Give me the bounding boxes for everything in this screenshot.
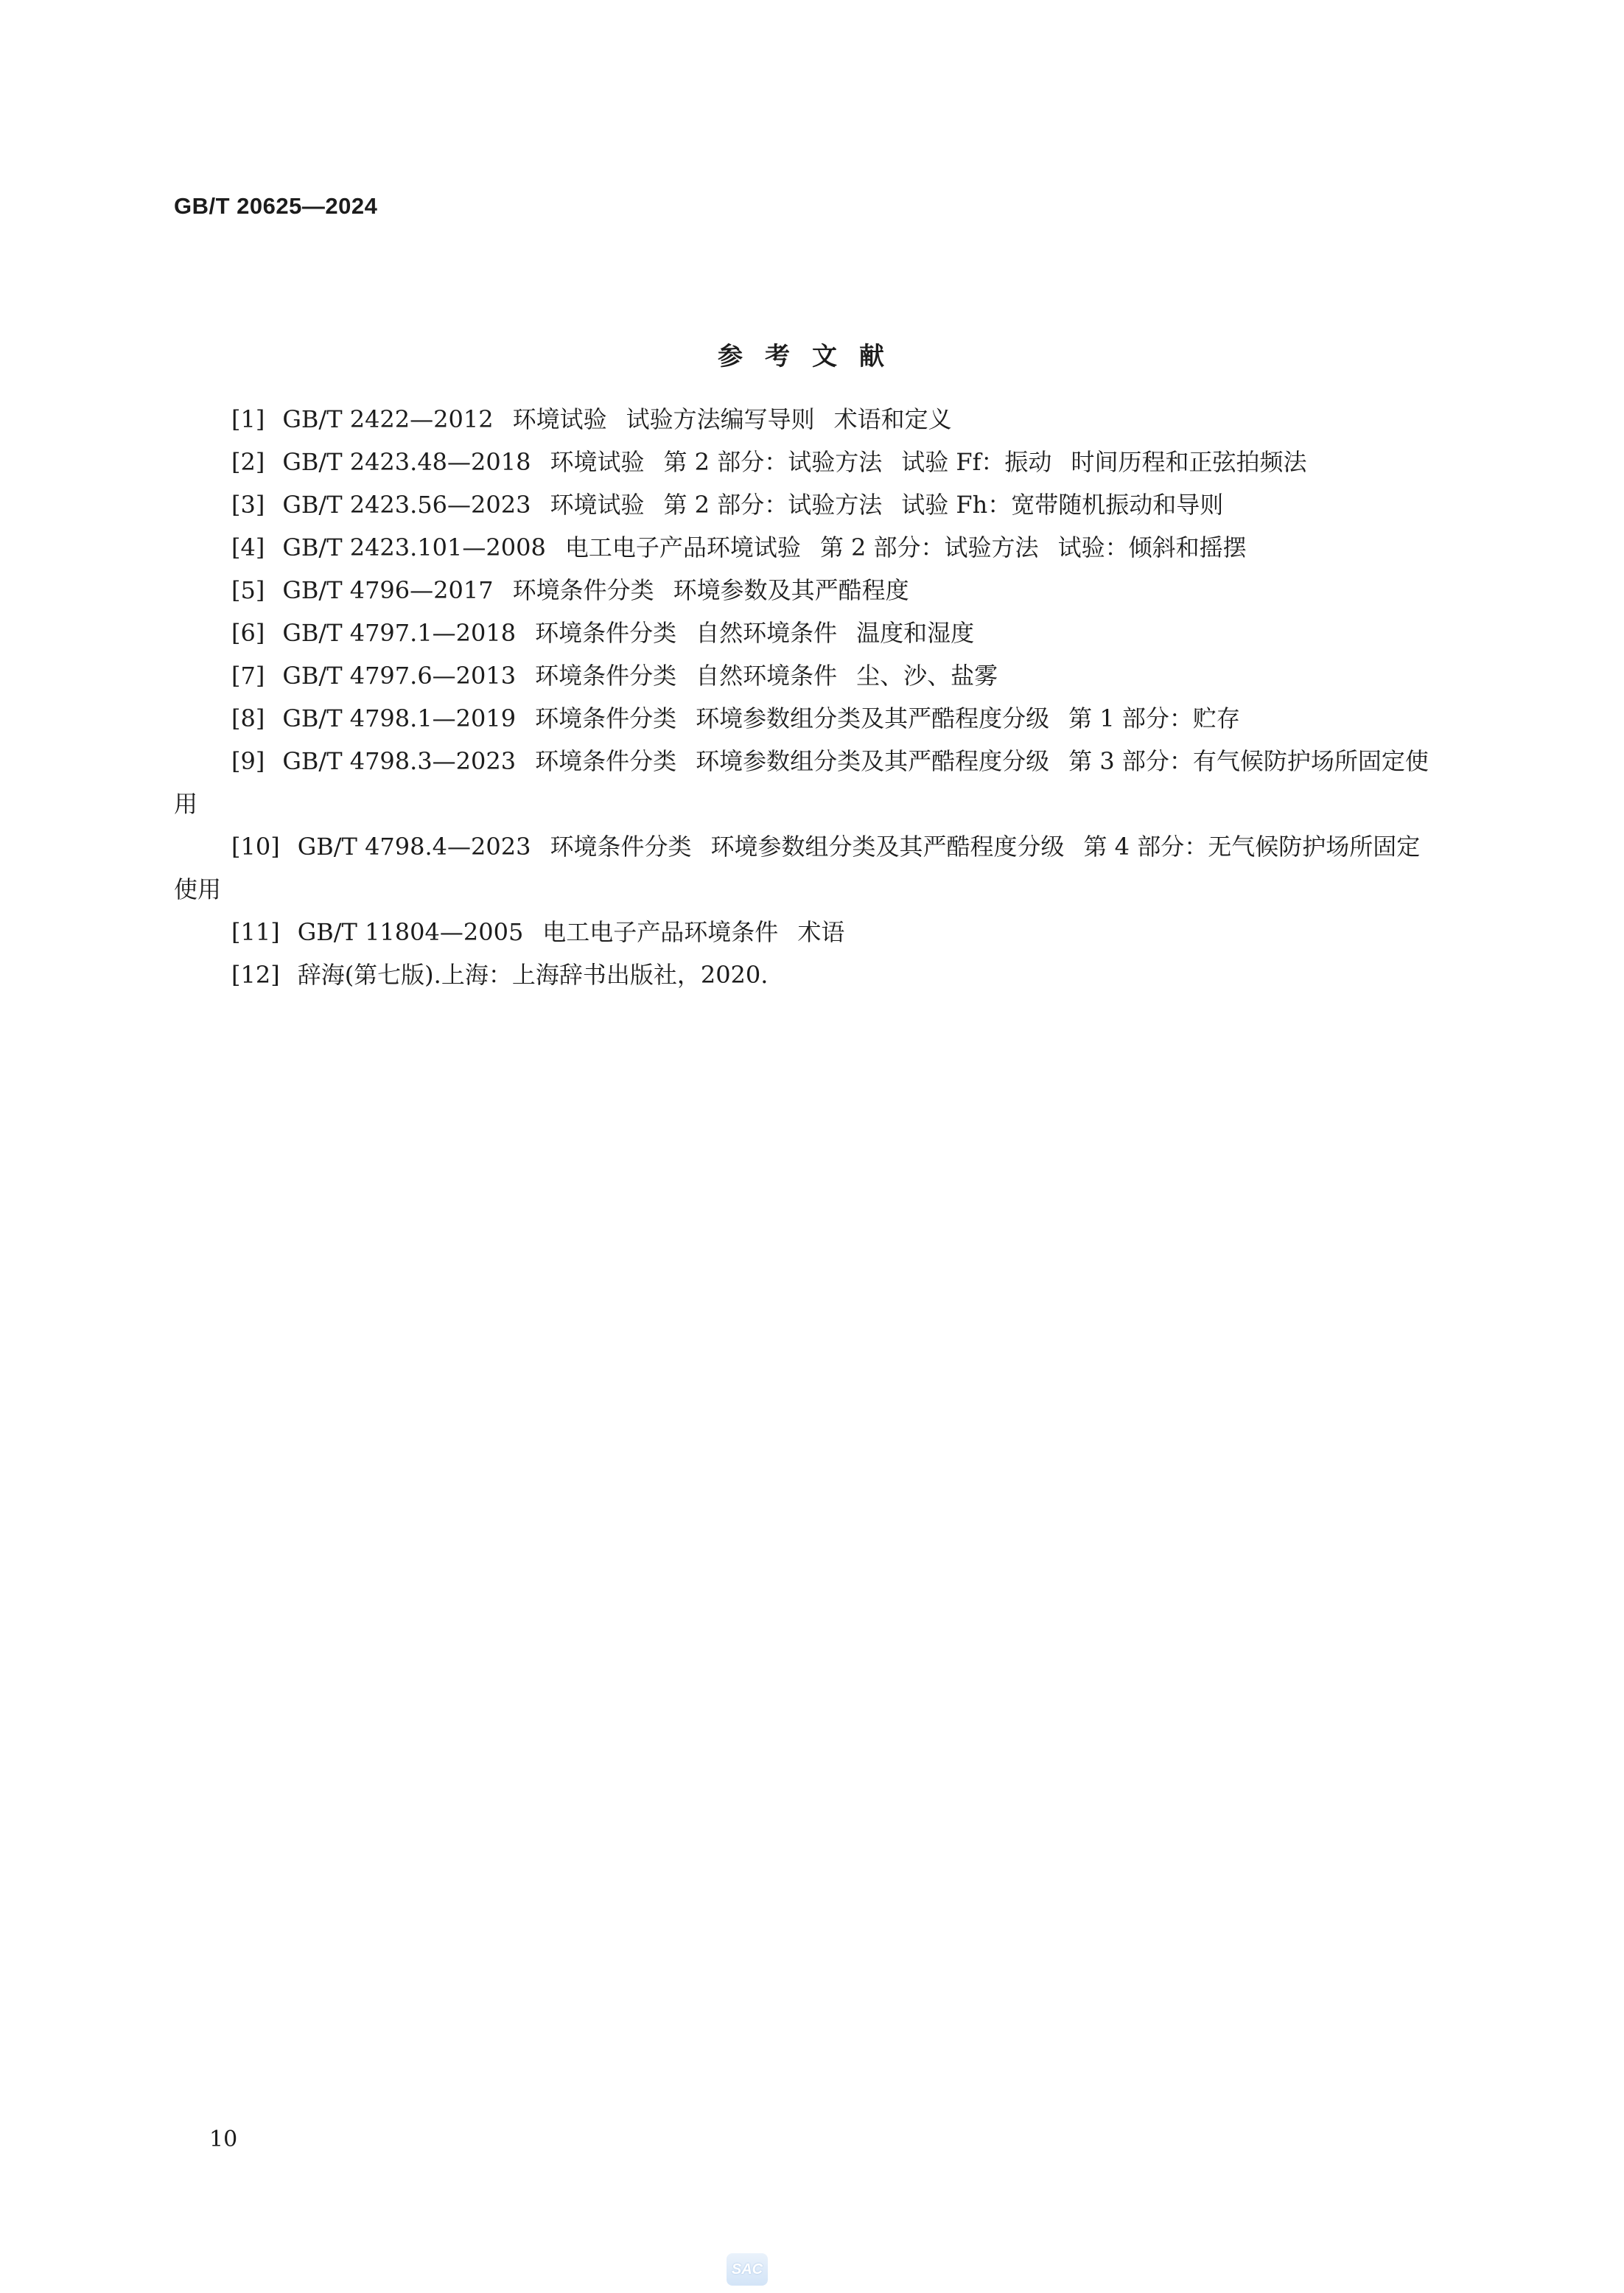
reference-title-part: 电工电子产品环境条件 (542, 918, 779, 946)
reference-number: [2] (231, 448, 265, 476)
reference-number: [4] (231, 533, 265, 561)
reference-item (174, 953, 1441, 996)
reference-title-part: 时间历程和正弦拍频法 (1071, 448, 1307, 476)
page-number: 10 (209, 2126, 238, 2152)
reference-title-part: 环境试验 (512, 405, 607, 433)
reference-title-part: 环境条件分类 (535, 619, 677, 647)
reference-title-part: 环境条件分类 (535, 747, 677, 775)
reference-title-part: 试验 Ff：振动 (901, 448, 1052, 476)
reference-title-part: 试验方法编写导则 (626, 405, 815, 433)
reference-title-part: 第 3 部分：有气候防护场所固定使用 (174, 747, 1429, 818)
section-title: 参考文献 (718, 342, 906, 371)
reference-code: GB/T 4796—2017 (282, 576, 494, 604)
reference-title-part: 环境参数组分类及其严酷程度分级 (710, 833, 1065, 861)
reference-item (174, 911, 1441, 953)
reference-title-part: 环境参数组分类及其严酷程度分级 (696, 704, 1050, 732)
reference-title-part: 第 2 部分：试验方法 (663, 491, 883, 519)
reference-number: [8] (231, 704, 265, 732)
standard-number: GB/T 20625—2024 (174, 193, 378, 219)
sac-logo-icon: SAC (727, 2253, 768, 2286)
reference-number: [6] (231, 619, 265, 647)
reference-code: GB/T 4797.6—2013 (282, 662, 517, 690)
reference-item (174, 825, 1441, 911)
reference-title-part: 第 4 部分：无气候防护场所固定使用 (174, 833, 1421, 903)
reference-title-part: 尘、沙、盐雾 (856, 662, 998, 690)
reference-title-part: 环境条件分类 (550, 833, 692, 861)
reference-list (174, 398, 1441, 996)
reference-title-part: 环境参数组分类及其严酷程度分级 (696, 747, 1050, 775)
reference-number: [12] (231, 961, 280, 989)
reference-title-part: 环境条件分类 (512, 576, 654, 604)
reference-item (174, 740, 1441, 825)
reference-item (174, 398, 1441, 441)
reference-number: [9] (231, 747, 265, 775)
reference-title-part: 第 1 部分：贮存 (1068, 704, 1240, 732)
reference-title-part: 环境试验 (550, 491, 645, 519)
reference-title-part: 第 2 部分：试验方法 (663, 448, 883, 476)
reference-title-part: 试验 Fh：宽带随机振动和导则 (901, 491, 1224, 519)
reference-title-part: 温度和湿度 (856, 619, 975, 647)
reference-item (174, 526, 1441, 569)
reference-code: GB/T 2423.101—2008 (282, 533, 546, 561)
reference-code: GB/T 2422—2012 (282, 405, 494, 433)
reference-code: GB/T 11804—2005 (297, 918, 524, 946)
reference-title-part: 自然环境条件 (696, 619, 838, 647)
reference-item (174, 569, 1441, 612)
reference-code: GB/T 4798.4—2023 (297, 833, 531, 861)
reference-number: [5] (231, 576, 265, 604)
reference-title-part: 环境参数及其严酷程度 (673, 576, 909, 604)
reference-title-part: 环境条件分类 (535, 704, 677, 732)
reference-title-part: 术语和定义 (833, 405, 952, 433)
reference-title-part: 术语 (797, 918, 845, 946)
reference-item (174, 441, 1441, 483)
reference-number: [11] (231, 918, 280, 946)
reference-title-part: 试验：倾斜和摇摆 (1057, 533, 1247, 561)
reference-code: GB/T 4798.3—2023 (282, 747, 517, 775)
reference-item (174, 654, 1441, 697)
reference-title-part: 自然环境条件 (696, 662, 838, 690)
reference-code: GB/T 2423.48—2018 (282, 448, 531, 476)
reference-code: GB/T 2423.56—2023 (282, 491, 531, 519)
reference-number: [3] (231, 491, 265, 519)
reference-title-part: 辞海(第七版).上海：上海辞书出版社，2020. (297, 961, 769, 989)
reference-item (174, 612, 1441, 654)
reference-number: [1] (231, 405, 265, 433)
reference-code: GB/T 4797.1—2018 (282, 619, 517, 647)
reference-title-part: 环境试验 (550, 448, 645, 476)
reference-title-part: 环境条件分类 (535, 662, 677, 690)
reference-title-part: 第 2 部分：试验方法 (819, 533, 1039, 561)
reference-code: GB/T 4798.1—2019 (282, 704, 517, 732)
reference-item (174, 483, 1441, 526)
reference-number: [10] (231, 833, 280, 861)
reference-title-part: 电工电子产品环境试验 (564, 533, 801, 561)
reference-number: [7] (231, 662, 265, 690)
reference-item (174, 697, 1441, 740)
